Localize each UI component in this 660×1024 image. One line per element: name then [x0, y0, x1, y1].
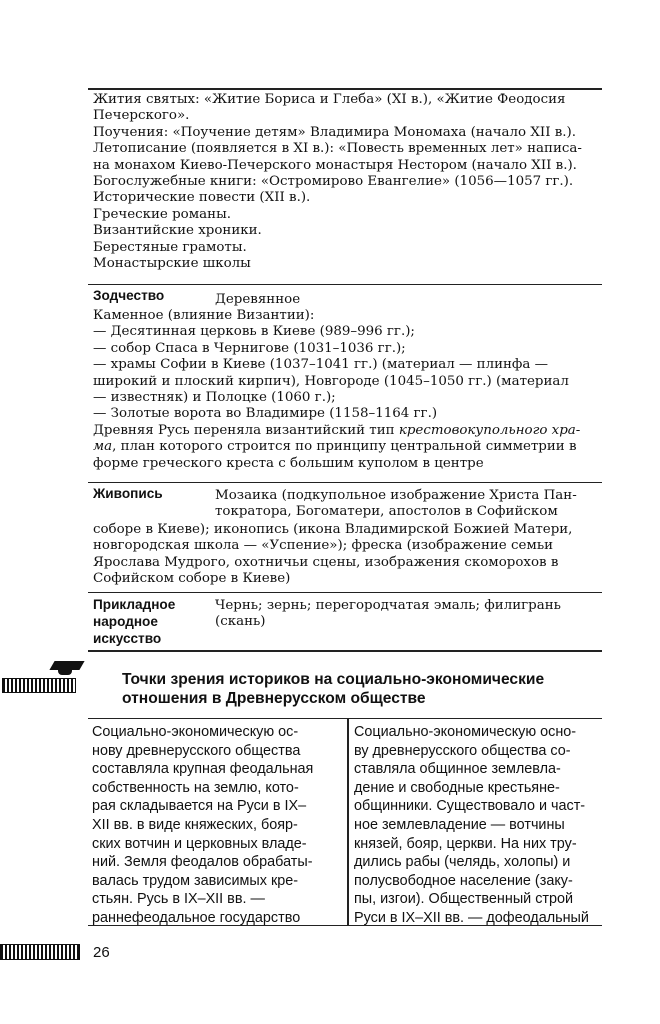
text-line: Жития святых: «Житие Бориса и Глеба» (XI в.), «Житие Феодосия [93, 92, 566, 107]
text-line: князей, бояр, церкви. На них тру- [354, 835, 577, 852]
text-line: полусвободное население (заку- [354, 872, 573, 889]
text-line: ских вотчин и церковных владе- [92, 835, 307, 852]
text-line: Чернь; зернь; перегородчатая эмаль; филигрань [215, 598, 561, 613]
title-line: Точки зрения историков на социально-экономические [122, 671, 545, 688]
text-line: Мозаика (подкупольное изображение Христа Пан- [215, 488, 577, 503]
text-line: Каменное (влияние Византии): [93, 308, 315, 323]
barcode-strip-decoration [2, 678, 76, 693]
text-line: — храмы Софии в Киеве (1037–1041 гг.) (материал — плинфа — [93, 357, 549, 373]
text-line: рая складывается на Руси в IX– [92, 798, 307, 815]
graduation-cap-icon [0, 658, 80, 694]
text-line: Ярослава Мудрого, охотничьи сцены, изображения скоморохов в [93, 554, 559, 570]
text-line: — известняк) и Полоцке (1060 г.); [93, 390, 336, 406]
text-line: ное землевладение — вотчины [354, 816, 565, 833]
text-line: ставляла общинное землевла- [354, 761, 561, 778]
text-line: соборе в Киеве); иконопись (икона Владимирской Божией Матери, [93, 522, 573, 537]
literature-cell [93, 92, 603, 272]
text-line: Софийском соборе в Киеве) [93, 571, 291, 587]
text-line: Греческие романы. [93, 206, 231, 222]
table-bottom-rule [88, 650, 602, 652]
text-line: — Десятинная церковь в Киеве (989–996 гг.); [93, 324, 415, 340]
italic-term: крестовокупольного хра- [398, 422, 581, 438]
title-line: отношения в Древнерусском обществе [122, 690, 426, 707]
heading-line: народное [93, 614, 158, 629]
section-title [122, 670, 592, 708]
text-line: Летописание (появляется в XI в.): «Повесть временных лет» написа- [93, 141, 582, 157]
text-line: Социально-экономическую ос- [92, 724, 299, 740]
text-line: широкий и плоский кирпич), Новгороде (1045–1050 гг.) (материал [93, 373, 569, 389]
text-line: составляла крупная феодальная [92, 761, 314, 778]
text-line: собственность на землю, кото- [92, 779, 299, 796]
text-line: нову древнерусского общества [92, 742, 301, 759]
text-line: Социально-экономическую осно- [354, 724, 577, 740]
row-divider [88, 482, 602, 483]
prefeudal-view-column [354, 723, 600, 928]
text-line: — собор Спаса в Чернигове (1031–1036 гг.); [93, 340, 406, 356]
architecture-heading: Зодчество [93, 288, 165, 303]
footer-barcode-decoration [0, 944, 80, 960]
column-divider [347, 719, 349, 925]
text-line: форме греческого креста с большим куполом в центре [93, 455, 484, 471]
text-line: тократора, Богоматери, апостолов в Софийском [215, 504, 558, 520]
text-line: Печерского». [93, 108, 190, 124]
text-line: Византийские хроники. [93, 223, 262, 239]
row-divider [88, 284, 602, 285]
row-divider [88, 592, 602, 593]
historians-views-table [88, 718, 602, 926]
text-line: дились рабы (челядь, холопы) и [354, 854, 571, 871]
heading-line: искусство [93, 631, 162, 646]
text-line: ву древнерусского общества со- [354, 742, 571, 759]
painting-heading: Живопись [93, 486, 163, 501]
page-number: 26 [93, 944, 110, 961]
text-line: (скань) [215, 614, 266, 630]
text-line: Поучения: «Поучение детям» Владимира Мономаха (начало XII в.). [93, 124, 577, 140]
text-line: ний. Земля феодалов обрабаты- [92, 854, 313, 871]
heading-line: Прикладное [93, 597, 176, 612]
cap-base-shape [58, 669, 72, 675]
text-fragment: Древняя Русь переняла византийский тип [93, 422, 399, 438]
text-fragment: , план которого строится по принципу центральной симметрии в [112, 439, 577, 455]
text-line: дение и свободные крестьяне- [354, 779, 560, 796]
text-line: на монахом Киево-Печерского монастыря Нестором (начало XII в.). [93, 157, 577, 173]
text-line: Деревянное [215, 292, 301, 307]
text-line: Исторические повести (XII в.). [93, 190, 311, 206]
table-top-rule [88, 88, 602, 90]
text-line: Руси в IX–XII вв. — дофеодальный [354, 909, 589, 926]
text-line [93, 423, 603, 439]
text-line: валась трудом зависимых кре- [92, 872, 299, 889]
text-line: — Золотые ворота во Владимире (1158–1164 гг.) [93, 406, 438, 422]
text-line: новгородская школа — «Успение»); фреска (изображение семьи [93, 538, 554, 554]
text-line: Берестяные грамоты. [93, 239, 247, 255]
text-line: общинники. Существовало и част- [354, 798, 586, 815]
text-line: пы, изгои). Общественный строй [354, 891, 574, 908]
text-line: стьян. Русь в IX–XII вв. — [92, 891, 265, 908]
text-line: раннефеодальное государство [92, 909, 301, 926]
text-line: Монастырские школы [93, 256, 251, 272]
italic-term: ма [93, 439, 113, 455]
applied-art-heading [93, 596, 175, 647]
text-line [93, 439, 603, 455]
text-line: XII вв. в виде княжеских, бояр- [92, 816, 298, 833]
feudal-view-column [92, 723, 338, 928]
text-line: Богослужебные книги: «Остромирово Евангелие» (1056—1057 гг.). [93, 174, 574, 190]
